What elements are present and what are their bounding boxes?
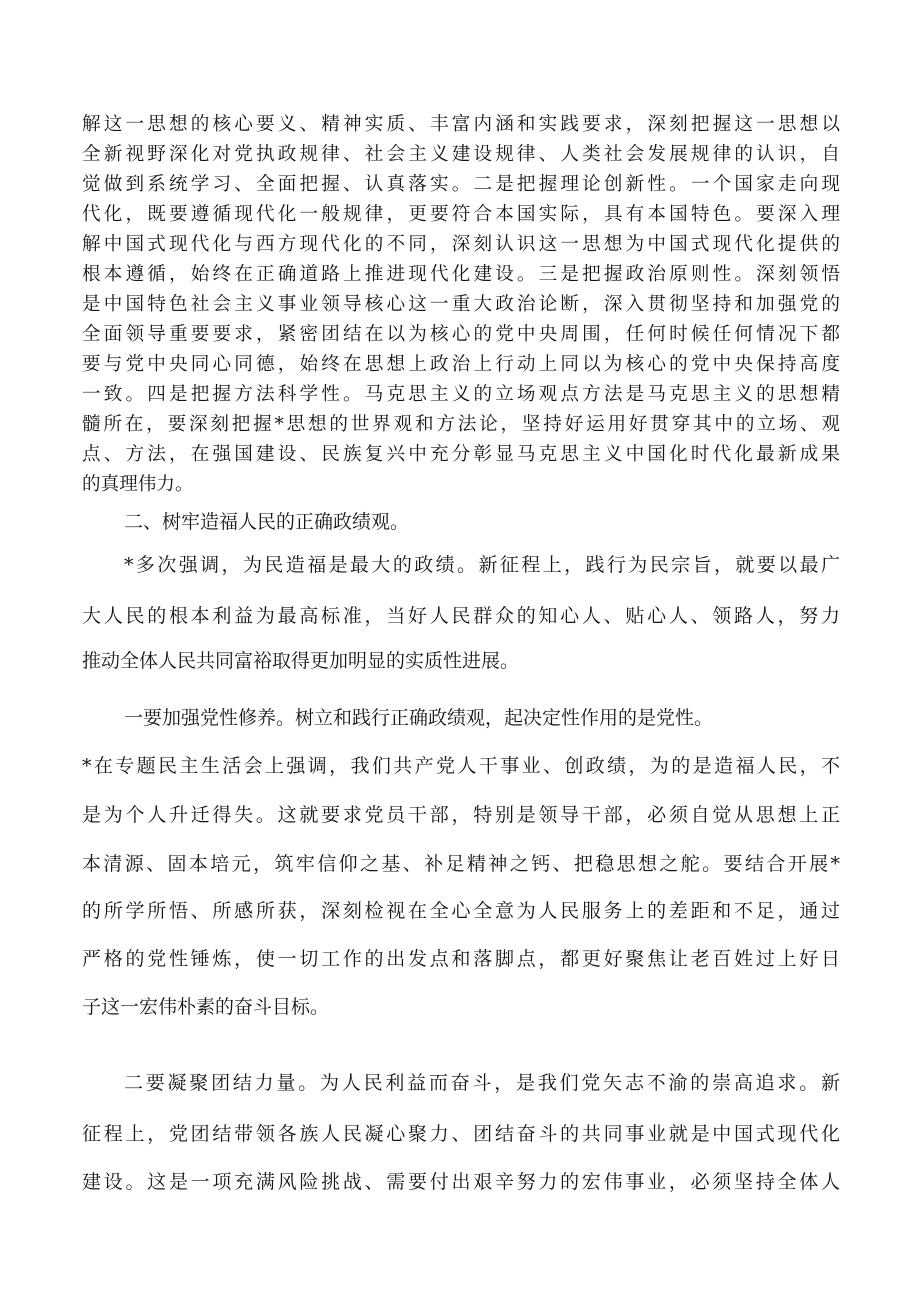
text-line: 髓所在，要深刻把握*思想的世界观和方法论，坚持好运用好贯穿其中的立场、观 [82,414,840,435]
text-line: 征程上，党团结带领各族人民凝心聚力、团结奋斗的共同事业就是中国式现代化 [82,1123,840,1145]
text-line: 本清源、固本培元，筑牢信仰之基、补足精神之钙、把稳思想之舵。要结合开展* [82,853,840,875]
text-line: 全新视野深化对党执政规律、社会主义建设规律、人类社会发展规律的认识，自 [82,144,840,165]
text-line: *在专题民主生活会上强调，我们共产党人干事业、创政绩，为的是造福人民，不 [82,755,840,777]
text-line: *多次强调，为民造福是最大的政绩。新征程上，践行为民宗旨，就要以最广 [124,554,840,576]
text-line: 解这一思想的核心要义、精神实质、丰富内涵和实践要求，深刻把握这一思想以 [82,114,840,135]
text-line: 大人民的根本利益为最高标准，当好人民群众的知心人、贴心人、领路人，努力 [82,605,840,627]
text-line: 的真理伟力。 [82,474,194,495]
text-line: 建设。这是一项充满风险挑战、需要付出艰辛努力的宏伟事业，必须坚持全体人 [82,1171,840,1193]
section-heading: 二、树牢造福人民的正确政绩观。 [124,511,410,533]
text-line: 代化，既要遵循现代化一般规律，更要符合本国实际，具有本国特色。要深入理 [82,204,840,225]
text-line: 子这一宏伟朴素的奋斗目标。 [82,996,330,1018]
text-line: 是中国特色社会主义事业领导核心这一重大政治论断，深入贯彻坚持和加强党的 [82,294,840,315]
text-line: 根本遵循，始终在正确道路上推进现代化建设。三是把握政治原则性。深刻领悟 [82,264,840,285]
text-line: 是为个人升迁得失。这就要求党员干部，特别是领导干部，必须自觉从思想上正 [82,804,840,826]
text-line: 的所学所悟、所感所获，深刻检视在全心全意为人民服务上的差距和不足，通过 [82,900,840,922]
text-line: 推动全体人民共同富裕取得更加明显的实质性进展。 [82,650,520,672]
text-line: 要与党中央同心同德，始终在思想上政治上行动上同以为核心的党中央保持高度 [82,354,840,375]
text-line: 一致。四是把握方法科学性。马克思主义的立场观点方法是马克思主义的思想精 [82,384,840,405]
text-line: 一要加强党性修养。树立和践行正确政绩观，起决定性作用的是党性。 [124,707,714,729]
text-line: 解中国式现代化与西方现代化的不同，深刻认识这一思想为中国式现代化提供的 [82,234,840,255]
text-line: 点、方法，在强国建设、民族复兴中充分彰显马克思主义中国化时代化最新成果 [82,444,840,465]
text-line: 二要凝聚团结力量。为人民利益而奋斗，是我们党矢志不渝的崇高追求。新 [124,1072,840,1094]
text-line: 觉做到系统学习、全面把握、认真落实。二是把握理论创新性。一个国家走向现 [82,174,840,195]
text-line: 全面领导重要要求，紧密团结在以为核心的党中央周围，任何时候任何情况下都 [82,324,840,345]
text-line: 严格的党性锤炼，使一切工作的出发点和落脚点，都更好聚焦让老百姓过上好日 [82,948,840,970]
